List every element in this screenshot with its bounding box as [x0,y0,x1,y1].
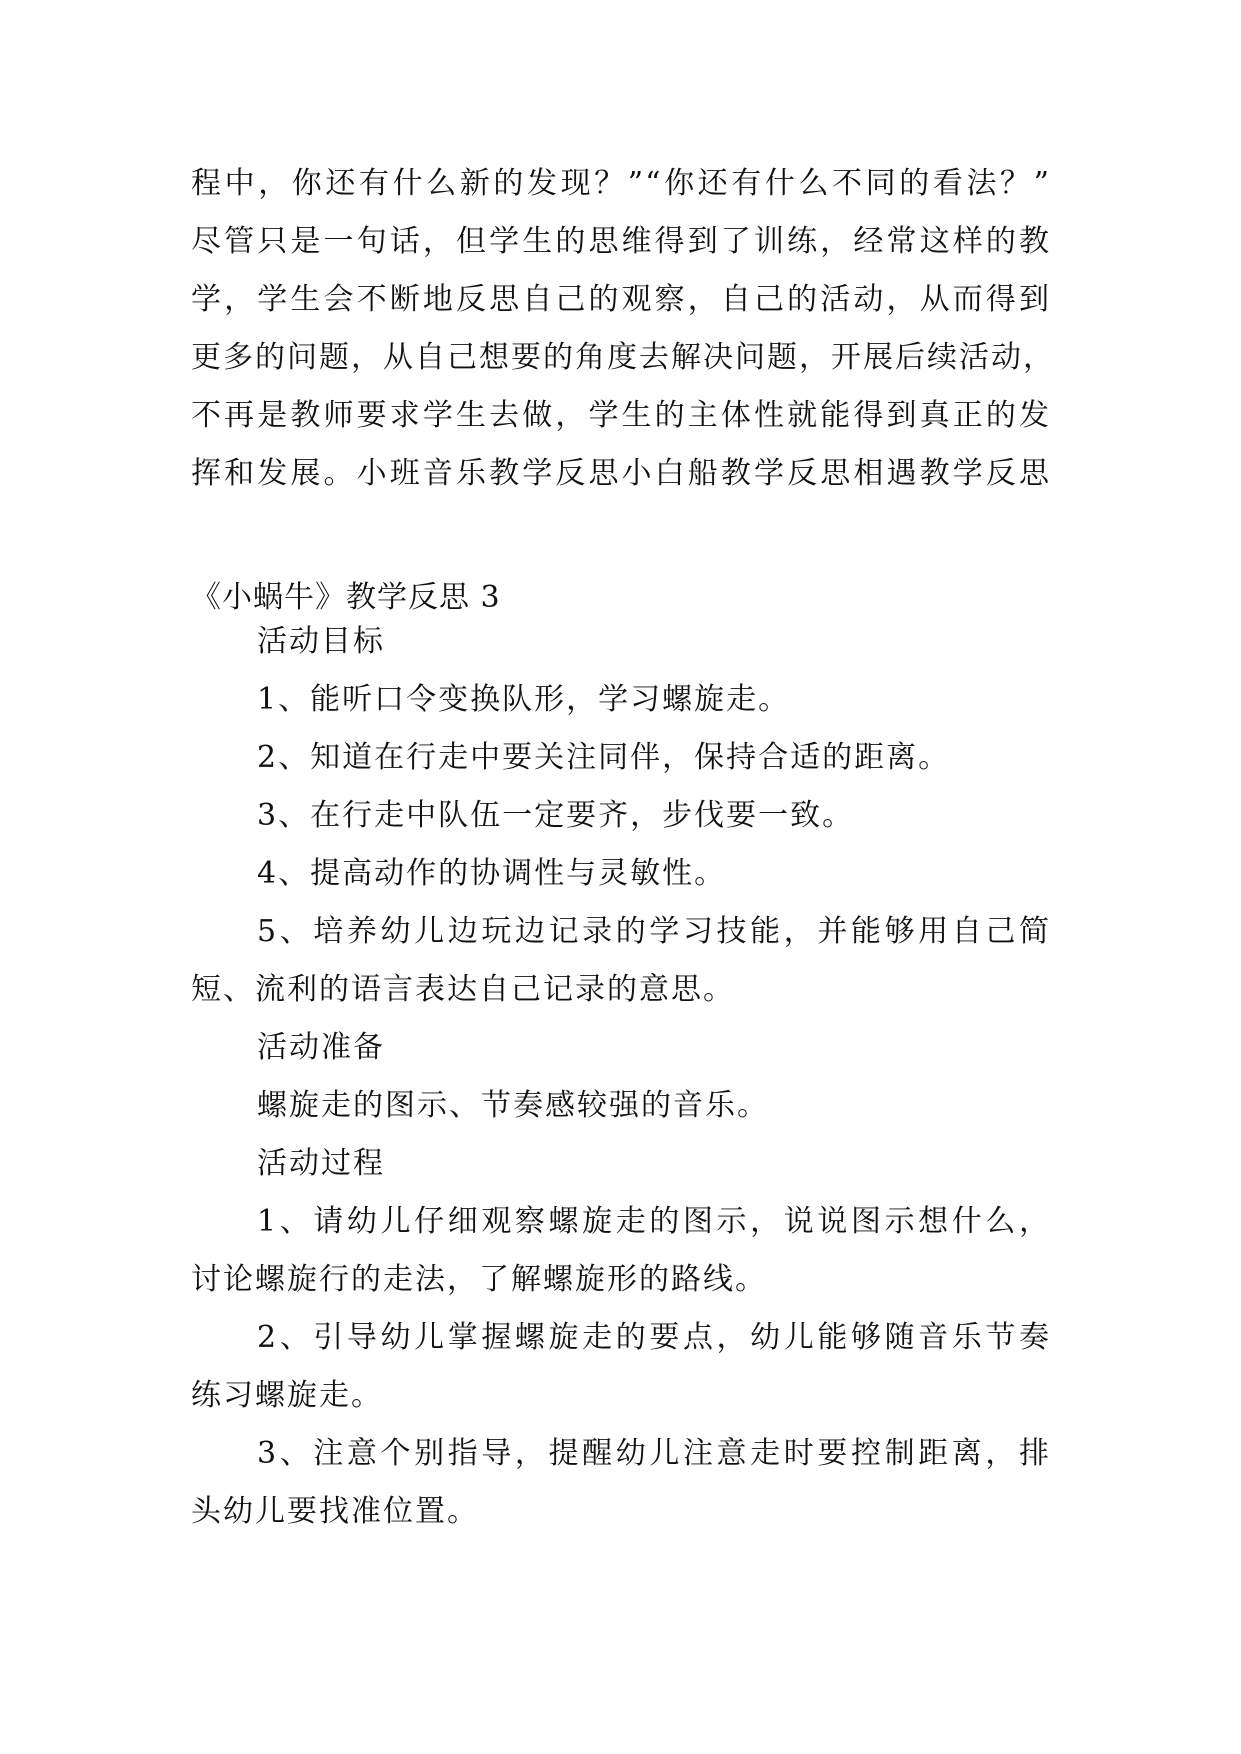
text-line: 程中，你还有什么新的发现？”“你还有什么不同的看法？” [191,166,1051,201]
subheading-goals: 活动目标 [257,624,385,659]
list-item: 2、知道在行走中要关注同伴，保持合适的距离。 [257,740,951,775]
text-line: 不再是教师要求学生去做，学生的主体性就能得到真正的发 [191,398,1051,433]
list-item: 1、能听口令变换队形，学习螺旋走。 [257,682,791,717]
text-line: 尽管只是一句话，但学生的思维得到了训练，经常这样的教 [191,224,1051,259]
list-item: 2、引导幼儿掌握螺旋走的要点，幼儿能够随音乐节奏 [257,1320,1051,1355]
list-item: 1、请幼儿仔细观察螺旋走的图示，说说图示想什么， [257,1204,1051,1239]
list-item: 3、注意个别指导，提醒幼儿注意走时要控制距离，排 [257,1436,1051,1471]
preparation-text: 螺旋走的图示、节奏感较强的音乐。 [257,1088,769,1123]
text-line: 挥和发展。小班音乐教学反思小白船教学反思相遇教学反思 [191,456,1051,491]
subheading-preparation: 活动准备 [257,1030,385,1065]
list-item-continued: 头幼儿要找准位置。 [191,1494,479,1529]
list-item: 5、培养幼儿边玩边记录的学习技能，并能够用自己简 [257,914,1051,949]
section-title: 《小蜗牛》教学反思 3 [191,580,501,615]
text-line: 学，学生会不断地反思自己的观察，自己的活动，从而得到 [191,282,1051,317]
list-item: 4、提高动作的协调性与灵敏性。 [257,856,727,891]
text-line: 更多的问题，从自己想要的角度去解决问题，开展后续活动， [191,340,1055,375]
list-item-continued: 短、流利的语言表达自己记录的意思。 [191,972,735,1007]
list-item-continued: 讨论螺旋行的走法，了解螺旋形的路线。 [191,1262,767,1297]
subheading-process: 活动过程 [257,1146,385,1181]
list-item: 3、在行走中队伍一定要齐，步伐要一致。 [257,798,855,833]
list-item-continued: 练习螺旋走。 [191,1378,383,1413]
